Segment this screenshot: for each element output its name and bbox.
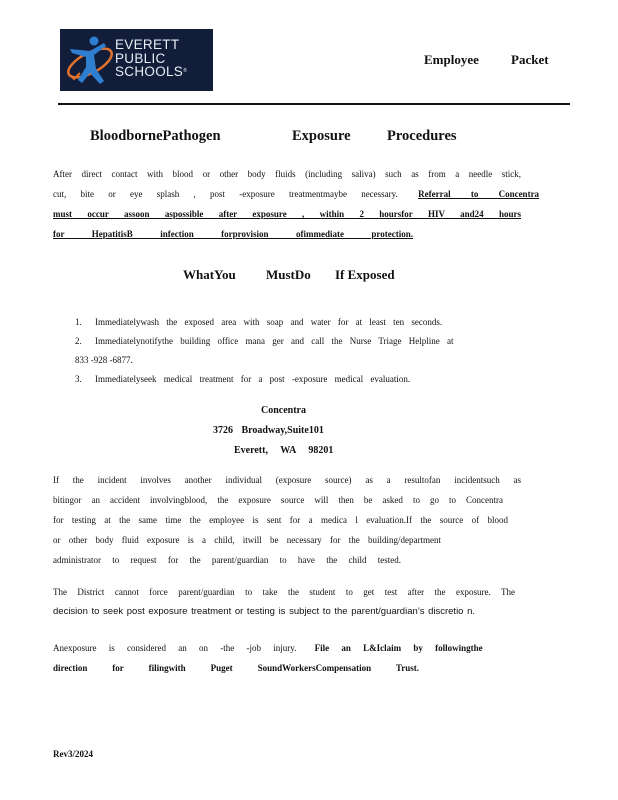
header-packet: Packet xyxy=(511,52,549,67)
revision-footer: Rev3/2024 xyxy=(53,749,93,759)
header-employee: Employee xyxy=(424,52,479,67)
step-text: Immediatelywash the exposed area with soap and water for at least ten seconds. xyxy=(95,317,443,327)
step-number: 2. xyxy=(75,336,82,346)
school-emblem-icon xyxy=(60,29,120,91)
logo-line-everett: EVERETT xyxy=(115,37,180,52)
intro-line-bold: must occur assoon aspossible after exposure , within 2 hoursfor HIV and24 hours xyxy=(53,209,521,219)
step-number: 3. xyxy=(75,374,82,384)
step-text: Immediatelynotifythe building office mana ger and call the Nurse Triage Helpline at xyxy=(95,336,454,346)
incident-line: or other body fluid exposure is a child, itwill be necessary for the building/department xyxy=(53,535,441,545)
steps-list xyxy=(75,313,515,389)
address-name: Concentra xyxy=(261,405,306,416)
district-line: decision to seek post exposure treatment or testing is subject to the parent/guardian’s discretio n. xyxy=(53,606,476,617)
injury-claim-text: File an L&Iclaim by followingthe xyxy=(314,643,483,653)
incident-line: If the incident involves another individual (exposure source) as a resultofan incidentsuch as xyxy=(53,475,521,485)
page-title-part3: Procedures xyxy=(387,128,457,144)
step-text: Immediatelyseek medical treatment for a post -exposure medical evaluation. xyxy=(95,374,411,384)
district-paragraph xyxy=(53,582,521,622)
header-divider xyxy=(58,103,570,105)
district-line: The District cannot force parent/guardian to take the student to get test after the exposure. The xyxy=(53,587,515,597)
list-item xyxy=(75,332,515,351)
incident-line: administrator to request for the parent/guardian to have the child tested. xyxy=(53,555,401,565)
list-item xyxy=(75,313,515,332)
intro-paragraph xyxy=(53,164,540,244)
page-title-part2: Exposure xyxy=(292,128,351,144)
logo-registered-mark: ® xyxy=(183,68,188,74)
intro-line: After direct contact with blood or other body fluids (including saliva) such as from a needle stick, xyxy=(53,169,521,179)
logo-line-schools: SCHOOLS xyxy=(115,64,184,79)
logo-wordmark xyxy=(115,38,187,79)
page-title-part1: BloodbornePathogen xyxy=(90,128,221,144)
section-heading-part2: MustDo xyxy=(266,267,311,282)
logo-line-public: PUBLIC xyxy=(115,50,166,66)
incident-line: for testing at the same time the employee is sent for a medica l evaluation.If the source of blood xyxy=(53,515,508,525)
intro-line-bold: for HepatitisB infection forprovision ofimmediate protection. xyxy=(53,229,413,239)
step-continuation: 833 -928 -6877. xyxy=(75,355,133,365)
school-logo xyxy=(60,29,213,91)
address-street: 3726 Broadway,Suite101 xyxy=(213,425,324,436)
section-heading-part1: WhatYou xyxy=(183,267,236,282)
address-city: Everett, WA 98201 xyxy=(234,445,334,456)
intro-line: cut, bite or eye splash , post -exposure treatmentmaybe necessary. xyxy=(53,189,398,199)
step-number: 1. xyxy=(75,317,82,327)
incident-paragraph xyxy=(53,470,521,570)
injury-line-bold: direction for filingwith Puget SoundWorkersCompensation Trust. xyxy=(53,663,419,673)
intro-referral-link-text: Referral to Concentra xyxy=(418,189,540,199)
section-heading-part3: If Exposed xyxy=(335,267,395,282)
incident-line: bitingor an accident involvingblood, the exposure source will then be asked to go to Concentra xyxy=(53,495,503,505)
list-item xyxy=(75,370,515,389)
injury-line: Anexposure is considered an on -the -job injury. xyxy=(53,643,297,653)
injury-paragraph xyxy=(53,638,521,678)
